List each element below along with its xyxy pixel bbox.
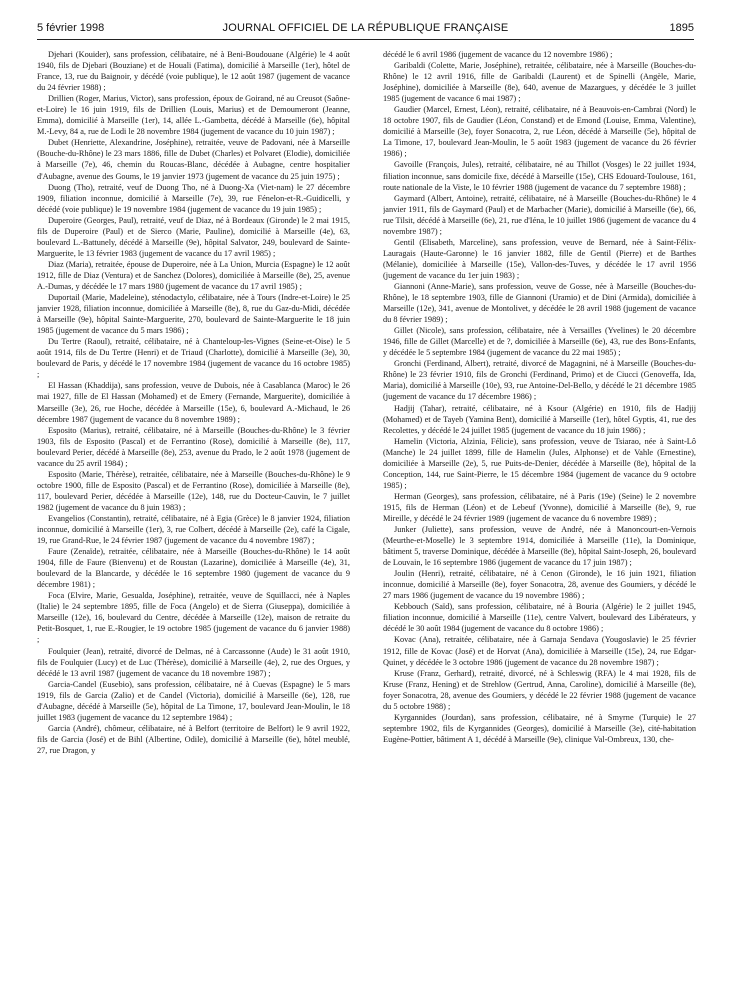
death-notice-entry: El Hassan (Khaddija), sans profession, veuve de Dubois, née à Casablanca (Maroc) le 26 mai 1927, fille de El Hassan (Mohamed) et de Emery (Fernande, Marguerite), domiciliée à Marseille (3e), 26, rue Hoche, décédée à Marseille (15e), 6, boulevard A.-Michaud, le 26 décembre 1987 (jugement de vacance du 8 novembre 1989) ; — [37, 381, 350, 424]
death-notice-entry: Gaymard (Albert, Antoine), retraité, célibataire, né à Marseille (Bouches-du-Rhône) le 4 janvier 1911, fils de Gaymard (Paul) et de Marbacher (Marie), domicilié à Marseille (6e), 66, rue Tilsit, décédé à Marseille (6e), 21, rue d'Iéna, le 10 juillet 1986 (jugement de vacance du 4 novembre 1987) ; — [383, 193, 696, 236]
death-notice-entry: Hamelin (Victoria, Alzinia, Félicie), sans profession, veuve de Tsiarao, née à Saint-Lô (Manche) le 24 juillet 1899, fille de Hamelin (Jules, Alphonse) et de Vahle (Ernestine), domiciliée à Marseille (2e), 5, rue Puits-de-Denier, décédée à Marseille (8e), hôpital de la Conception, 144, rue Saint-Pierre, le 15 décembre 1984 (jugement de vacance du 9 octobre 1985) ; — [383, 436, 696, 490]
death-notice-entry: Duportail (Marie, Madeleine), sténodactylo, célibataire, née à Tours (Indre-et-Loire) le 25 janvier 1928, filiation inconnue, domiciliée à Marseille (8e), 8, rue du Gaz-du-Midi, décédée à Marseille (9e), hôpital Sainte-Marguerite, 270, boulevard de Sainte-Marguerite le 18 juin 1985 (jugement de vacance du 5 mars 1986) ; — [37, 293, 350, 336]
death-notice-entry: Kyrgannides (Jourdan), sans profession, célibataire, né à Smyrne (Turquie) le 27 septembre 1902, fils de Kyrgannides (Georges), domicilié à Marseille (3e), cité-habitation Eugène-Pottier, bâtiment A 1, décédé à Marseille (9e), clinique Val-Ombreux, 130, che- — [383, 712, 696, 744]
death-notice-entry: Garcia (André), chômeur, célibataire, né à Belfort (territoire de Belfort) le 9 avril 1922, fils de Garcia (José) et de Bihl (Albertine, Odile), domicilié à Marseille (6e), hôtel meublé, 27, rue Dragon, y — [37, 723, 350, 755]
death-notice-entry: Esposito (Marie, Thérèse), retraitée, célibataire, née à Marseille (Bouches-du-Rhône) le 9 octobre 1900, fille de Esposito (Pascal) et de Ferrantino (Rose), domiciliée à Marseille (8e), 117, boulevard Perier, décédée à Marseille (12e), 148, rue du Docteur-Cauvin, le 7 juillet 1982 (jugement de vacance du 8 juin 1983) ; — [37, 469, 350, 512]
death-notice-entry: Herman (Georges), sans profession, célibataire, né à Paris (19e) (Seine) le 2 novembre 1915, fils de Herman (Léon) et de Lebeuf (Yvonne), domicilié à Marseille (8e), 9, rue Mireille, y décédé le 24 février 1989 (jugement de vacance du 6 novembre 1989) ; — [383, 491, 696, 523]
death-notice-entry: Kebbouch (Saïd), sans profession, célibataire, né à Bouria (Algérie) le 2 juillet 1945, filiation inconnue, domicilié à Marseille (11e), centre Valvert, boulevard des Libérateurs, y décédé le 30 août 1984 (jugement de vacance du 8 octobre 1986) ; — [383, 602, 696, 634]
death-notice-entry: Giannoni (Anne-Marie), sans profession, veuve de Gosse, née à Marseille (Bouches-du-Rhône), le 18 septembre 1903, fille de Giannoni (Uramio) et de Dini (Armida), domiciliée à Marseille (12e), 341, avenue de Montolivet, y décédée le 28 avril 1988 (jugement de vacance du 8 février 1989) ; — [383, 281, 696, 325]
death-notice-entry: Gillet (Nicole), sans profession, célibataire, née à Versailles (Yvelines) le 20 décembre 1946, fille de Gillet (Marcelle) et de ?, domiciliée à Marseille (6e), 43, rue des Bons-Enfants, y décédée le 5 septembre 1984 (jugement de vacance du 22 mai 1985) ; — [383, 326, 696, 358]
death-notice-entry: Gentil (Elisabeth, Marceline), sans profession, veuve de Bernard, née à Saint-Félix-Lauragais (Haute-Garonne) le 16 janvier 1882, fille de Gentil (Pierre) et de Barthes (Mélanie), domiciliée à Marseille (15e), Vallon-des-Tuves, y décédée le 17 avril 1956 (jugement de vacance du 1er juin 1983) ; — [383, 237, 696, 280]
death-notice-entry: Evangelios (Constantin), retraité, célibataire, né à Egia (Grèce) le 8 janvier 1924, filiation inconnue, domicilié à Marseille (1er), 3, rue Colbert, décédé à Marseille (2e), café la Cigale, 19, rue Grand-Rue, le 24 février 1987 (jugement de vacance du 4 novembre 1987) ; — [37, 513, 350, 546]
death-notice-entry: Junker (Juliette), sans profession, veuve de André, née à Manoncourt-en-Vernois (Meurthe-et-Moselle) le 3 septembre 1914, domiciliée à Marseille (11e), la Dominique, bâtiment 5, traverse Dominique, décédée à Marseille (8e), hôpital Saint-Joseph, 26, boulevard de Louvain, le 16 septembre 1986 (jugement de vacance du 17 juin 1987) ; — [383, 525, 696, 568]
journal-title: JOURNAL OFFICIEL DE LA RÉPUBLIQUE FRANÇAISE — [222, 22, 509, 34]
death-notice-entry: Hadjij (Tahar), retraité, célibataire, né à Ksour (Algérie) en 1910, fils de Hadjij (Mohamed) et de Tayeb (Yamina Bent), domicilié à Marseille (1er), hôtel Gyptis, 41, rue des Recolettes, y décédé le 24 juillet 1985 (jugement de vacance du 18 juin 1986) ; — [383, 403, 696, 435]
death-notice-entry: Gaudier (Marcel, Ernest, Léon), retraité, célibataire, né à Beauvois-en-Cambrai (Nord) le 18 octobre 1907, fils de Gaudier (Léon, Constand) et de Emond (Louise, Emma, Valentine), domicilié à Marseille (3e), foyer Sonacotra, 2, rue Léon, décédé à Marseille (5e), hôpital de La Timone, 17, boulevard Jean-Moulin, le 5 août 1983 (jugement de vacance du 26 février 1986) ; — [383, 105, 696, 159]
left-column — [37, 49, 350, 984]
death-notice-entry: Duong (Tho), retraité, veuf de Duong Tho, né à Duong-Xa (Viet-nam) le 27 décembre 1909, filiation inconnue, domicilié à Marseille (7e), 39, rue Fénelon-et-R.-Guidicelli, y décédé (voie publique) le 19 novembre 1984 (jugement de vacance du 19 juin 1985) ; — [37, 182, 350, 214]
death-notice-entry: Gavoille (François, Jules), retraité, célibataire, né au Thillot (Vosges) le 22 juillet 1934, filiation inconnue, sans domicile fixe, décédé à Marseille (15e), CHS Edouard-Toulouse, 161, route nationale de la Viste, le 10 février 1988 (jugement de vacance du 7 septembre 1988) ; — [383, 160, 696, 192]
death-notice-entry: Faure (Zenaïde), retraitée, célibataire, née à Marseille (Bouches-du-Rhône) le 14 août 1904, fille de Faure (Bienvenu) et de Roustan (Lazarine), domiciliée à Marseille (4e), 31, boulevard de la Blancarde, y décédée le 16 septembre 1980 (jugement de vacance du 9 décembre 1981) ; — [37, 547, 350, 590]
death-notice-entry: Joulin (Henri), retraité, célibataire, né à Cenon (Gironde), le 16 juin 1921, filiation inconnue, domicilié à Marseille (8e), foyer Sonacotra, 28, avenue des Goumiers, y décédé le 27 mars 1986 (jugement de vacance du 19 novembre 1986) ; — [383, 569, 696, 601]
right-column — [383, 49, 696, 984]
death-notice-entry: Foulquier (Jean), retraité, divorcé de Delmas, né à Carcassonne (Aude) le 31 août 1910, fils de Foulquier (Lucy) et de Luc (Thérèse), domicilié à Marseille (4e), 2, rue des Orgues, y décédé le 13 avril 1987 (jugement de vacance du 18 novembre 1987) ; — [37, 646, 350, 678]
death-notice-entry: Kruse (Franz, Gerhard), retraité, divorcé, né à Schleswig (RFA) le 4 mai 1928, fils de Kruse (Franz, Hening) et de Strehlow (Gertrud, Anna, Caroline), domicilié à Marseille (8e), foyer Sonacotra, 28, avenue des Goumiers, y décédé le 22 février 1988 (jugement de vacance du 5 octobre 1988) ; — [383, 668, 696, 711]
issue-date: 5 février 1998 — [37, 22, 105, 34]
death-notice-entry: Esposito (Marius), retraité, célibataire, né à Marseille (Bouches-du-Rhône) le 3 février 1903, fils de Esposito (Pascal) et de Ferrantino (Rose), domicilié à Marseille (8e), 117, boulevard Perier, décédé à Marseille (8e), 253, avenue du Prado, le 2 août 1978 (jugement de vacance du 25 avril 1984) ; — [37, 425, 350, 468]
page-header — [37, 22, 694, 38]
death-notice-entry: décédé le 6 avril 1986 (jugement de vacance du 12 novembre 1986) ; — [383, 50, 613, 59]
death-notice-entry: Foca (Elvire, Marie, Gesualda, Joséphine), retraitée, veuve de Squillacci, née à Naples (Italie) le 24 septembre 1895, fille de Foca (Angelo) et de Sierra (Giuseppa), domiciliée à Marseille (12e), 16, boulevard du Centre, décédée à Marseille (12e), maison de retraite du Petit-Bosquet, 1, rue E.-Rougier, le 19 octobre 1985 (jugement de vacance du 6 janvier 1988) ; — [37, 591, 350, 645]
death-notice-entry: Diaz (Maria), retraitée, épouse de Duperoire, née à La Union, Murcia (Espagne) le 12 août 1912, fille de Diaz (Ventura) et de Sanchez (Dolores), domiciliée à Marseille (8e), 25, avenue A.-Dumas, y décédée le 17 mars 1980 (jugement de vacance du 17 avril 1985) ; — [37, 259, 350, 291]
death-notice-entry: Duperoire (Georges, Paul), retraité, veuf de Diaz, né à Bordeaux (Gironde) le 2 mai 1915, fils de Duperoire (Paul) et de Sierco (Marie, Pauline), domicilié à Marseille (4e), 63, boulevard L.-Battunely, décédé à Marseille (9e), hôpital Salvator, 249, boulevard de Sainte-Marguerite, le 13 février 1983 (jugement de vacance du 17 avril 1985) ; — [37, 215, 350, 258]
death-notice-entry: Gronchi (Ferdinand, Albert), retraité, divorcé de Magagnini, né à Marseille (Bouches-du-Rhône) le 23 février 1910, fils de Gronchi (Ferdinand, Primo) et de Ciucci (Genoveffa, Ida, Maria), domicilié à Marseille (10e), 93, rue Antoine-Del-Bello, y décédé le 21 décembre 1985 (jugement de vacance du 17 décembre 1986) ; — [383, 359, 696, 402]
death-notice-entry: Kovac (Ana), retraitée, célibataire, née à Garnaja Sendava (Yougoslavie) le 25 février 1912, fille de Kovac (José) et de Horvat (Ana), domiciliée à Marseille (15e), 24, rue Edgar-Quinet, y décédée le 3 octobre 1986 (jugement de vacance du 28 novembre 1987) ; — [383, 635, 696, 667]
death-notice-entry: Du Tertre (Raoul), retraité, célibataire, né à Chanteloup-les-Vignes (Seine-et-Oise) le 5 août 1914, fils de Du Tertre (Henri) et de Triaud (Charlotte), domicilié à Marseille (3e), 30, boulevard de Paris, y décédé le 17 novembre 1984 (jugement de vacance du 16 octobre 1985) ; — [37, 337, 350, 380]
header-rule — [37, 39, 694, 40]
page-number: 1895 — [669, 22, 694, 34]
death-notice-entry: Dubet (Henriette, Alexandrine, Joséphine), retraitée, veuve de Padovani, née à Marseille (Bouche-du-Rhône) le 23 mars 1886, fille de Dubet (Charles) et Polvaret (Elodie), domiciliée à Marseille (7e), 46, chemin du Roucas-Blanc, décédée à Aubagne, centre hospitalier d'Aubagne, avenue des Goums, le 19 janvier 1973 (jugement de vacance du 25 juin 1975) ; — [37, 138, 350, 181]
death-notice-entry: Garcia-Candel (Eusebio), sans profession, célibataire, né à Cuevas (Espagne) le 5 mars 1919, fils de Garcia (Zalio) et de Candel (Victoria), domicilié à Marseille (6e), 128, rue d'Aubagne, décédé à Marseille (5e), hôpital de La Timone, 17, boulevard Jean-Moulin, le 18 juillet 1983 (jugement de vacance du 12 septembre 1984) ; — [37, 679, 350, 722]
death-notice-entry: Drillien (Roger, Marius, Victor), sans profession, époux de Goirand, né au Creusot (Saône-et-Loire) le 16 juin 1919, fils de Drillien (Louis, Marius) et de Demoumeront (Jeanne, Emma), domicilié à Marseille (1er), 14, allée L.-Gambetta, décédé à Marseille (6e), hôpital M.-Levy, 84 a, rue de Lodi le 28 novembre 1984 (jugement de vacance du 10 juin 1987) ; — [37, 94, 350, 137]
death-notice-entry: Djehari (Kouider), sans profession, célibataire, né à Beni-Boudouane (Algérie) le 4 août 1940, fils de Djebari (Bouziane) et de Houali (Fatima), domicilié à Marseille (1er), hôtel de France, 13, rue du Baignoir, y décédé (voie publique), le 12 août 1987 (jugement de vacance du 24 février 1988) ; — [37, 50, 350, 93]
death-notice-entry: Garibaldi (Colette, Marie, Joséphine), retraitée, célibataire, née à Marseille (Bouches-du-Rhône) le 12 avril 1916, fille de Garibaldi (Laurent) et de Spinelli (Angèle, Marie, Joséphine), domiciliée à Marseille (8e), 640, avenue de Mazargues, y décédée le 3 juillet 1985 (jugement de vacance 6 mai 1987) ; — [383, 61, 696, 104]
